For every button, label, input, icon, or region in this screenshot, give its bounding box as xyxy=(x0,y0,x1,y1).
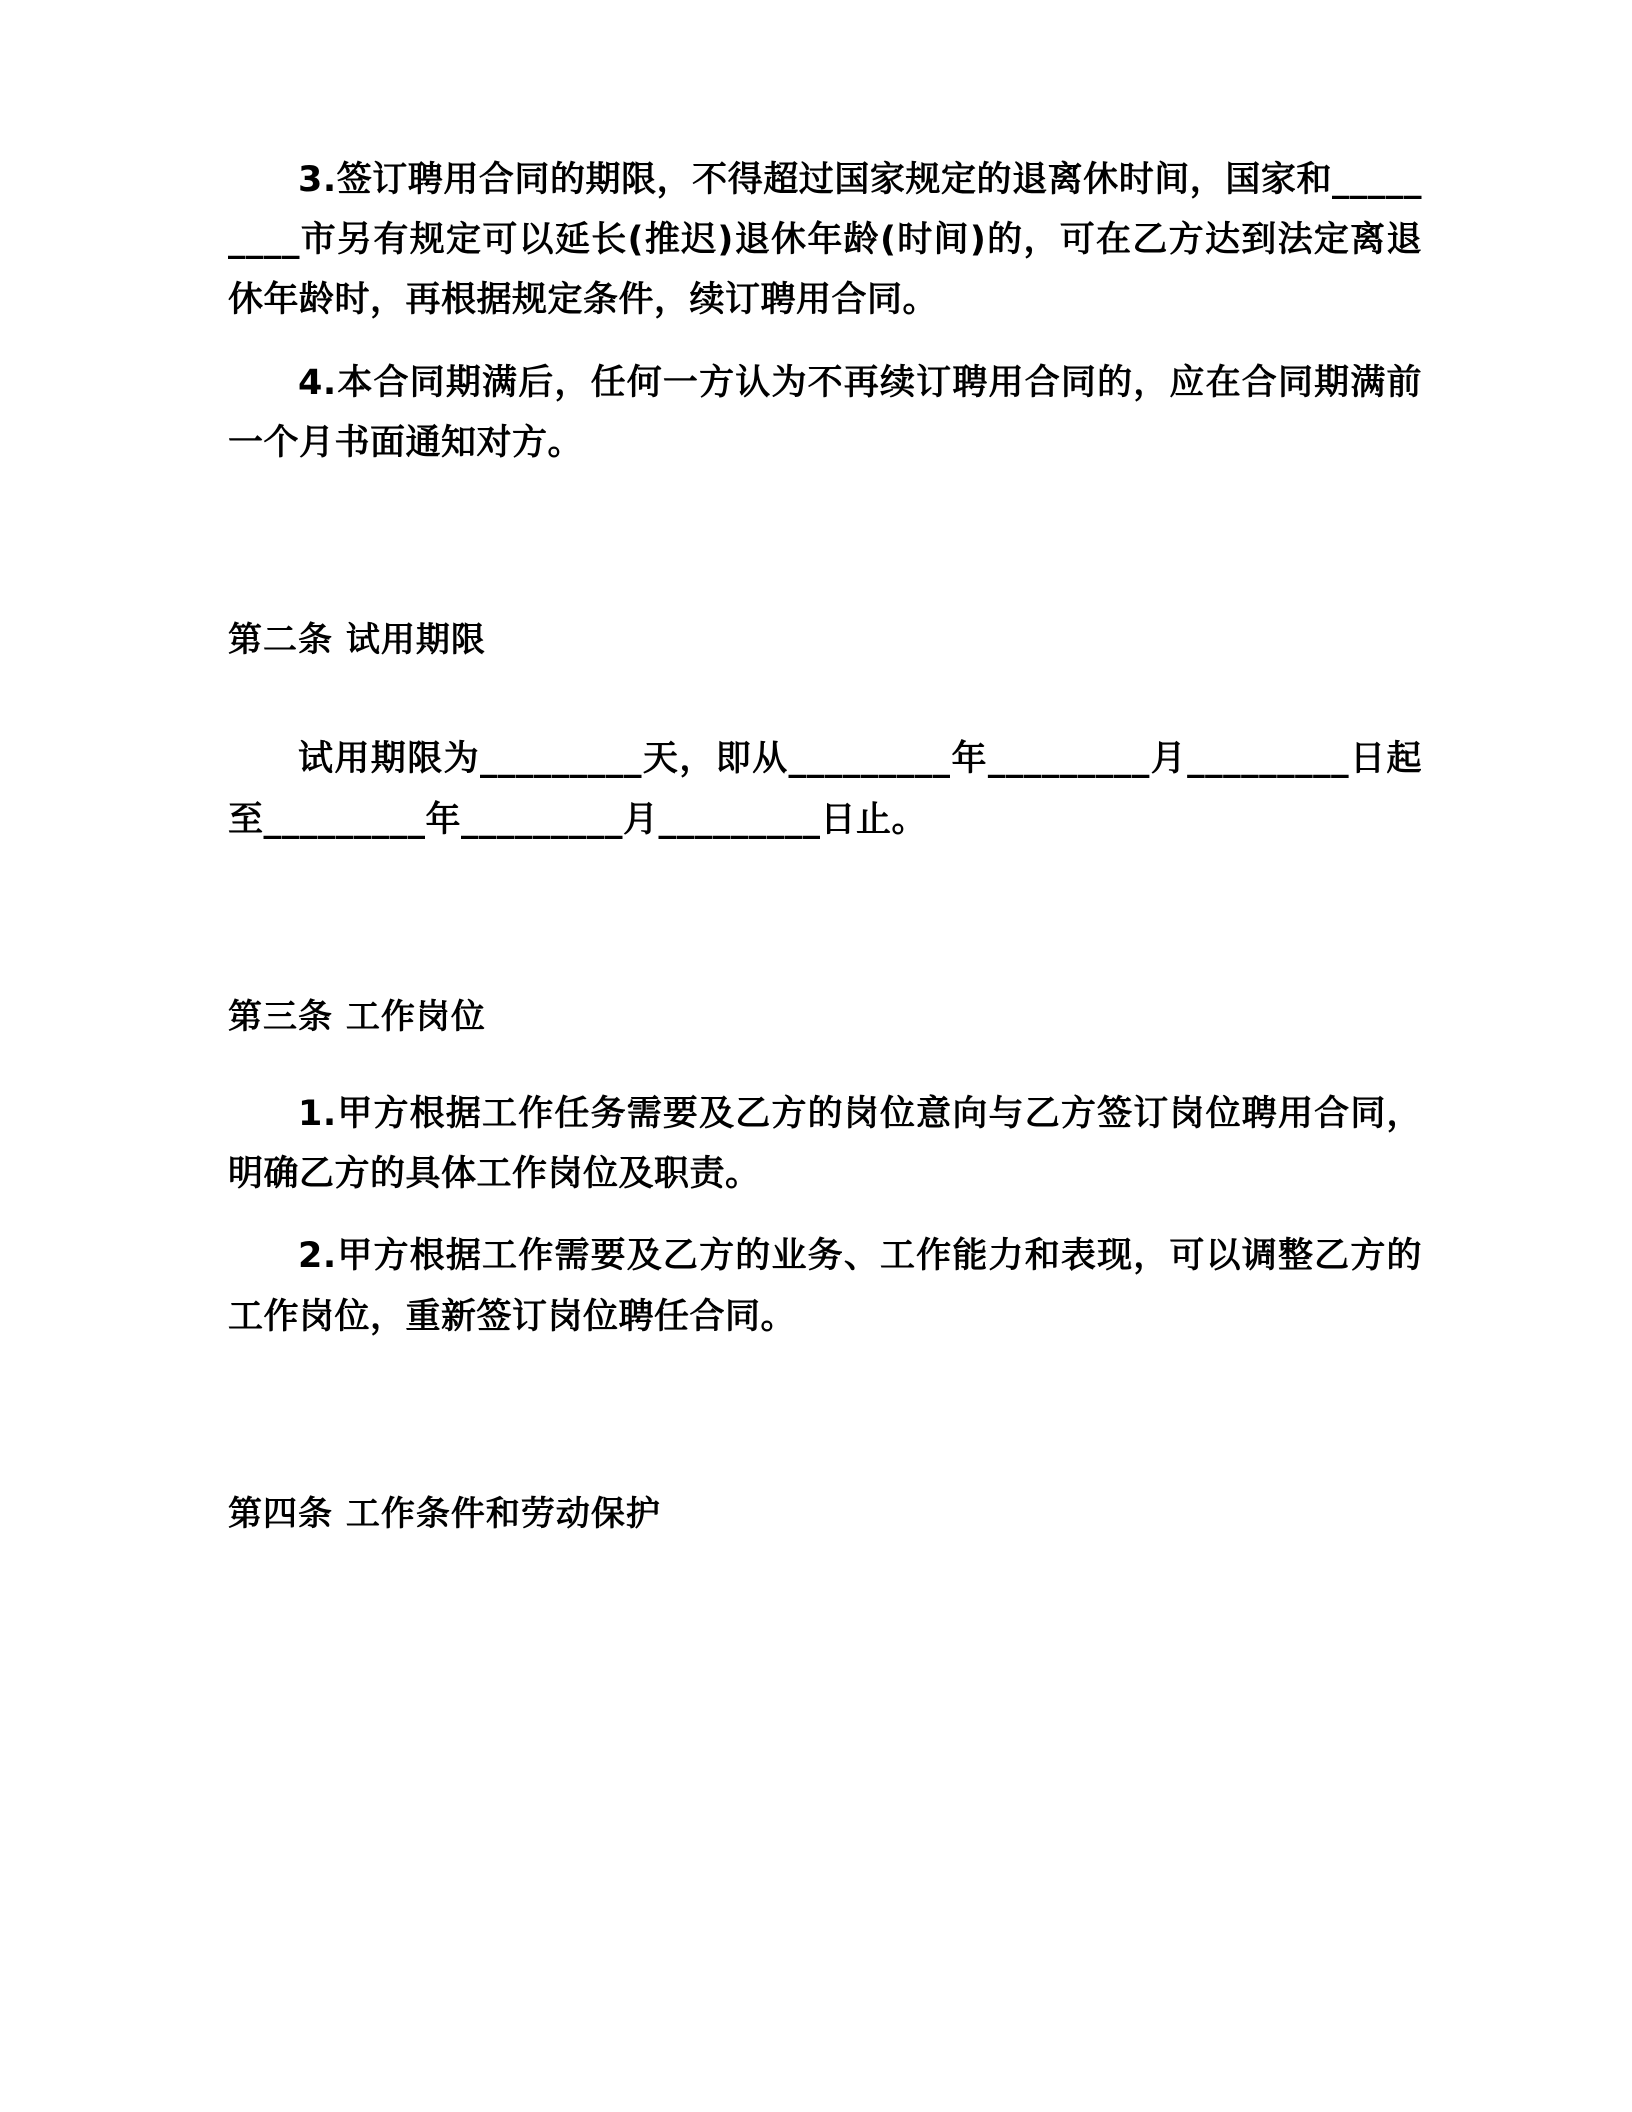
article-three-heading: 第三条 工作岗位 xyxy=(228,996,486,1037)
clause-paragraph: 4.本合同期满后，任何一方认为不再续订聘用合同的，应在合同期满前一个月书面通知对方。 xyxy=(228,362,1422,463)
article-three-clause: 1.甲方根据工作任务需要及乙方的岗位意向与乙方签订岗位聘用合同，明确乙方的具体工作岗位及职责。 xyxy=(228,1094,1422,1195)
heading-spacer xyxy=(228,667,1422,729)
article-two-heading: 第二条 试用期限 xyxy=(228,619,486,660)
article-four-heading: 第四条 工作条件和劳动保护 xyxy=(228,1493,661,1534)
section-spacer xyxy=(228,495,1422,613)
section-spacer xyxy=(228,872,1422,990)
article-two-body: 试用期限为_________天，即从_________年_________月_________日起至_________年_________月_________日止。 xyxy=(228,739,1422,840)
section-spacer xyxy=(228,1369,1422,1487)
clause-paragraph: 3.签订聘用合同的期限，不得超过国家规定的退离休时间，国家和_________市另有规定可以延长(推迟)退休年龄(时间)的，可在乙方达到法定离退休年龄时，再根据规定条件，续订聘用合同。 xyxy=(228,160,1422,321)
article-three-clause: 2.甲方根据工作需要及乙方的业务、工作能力和表现，可以调整乙方的工作岗位，重新签订岗位聘任合同。 xyxy=(228,1236,1422,1337)
heading-spacer xyxy=(228,1044,1422,1084)
